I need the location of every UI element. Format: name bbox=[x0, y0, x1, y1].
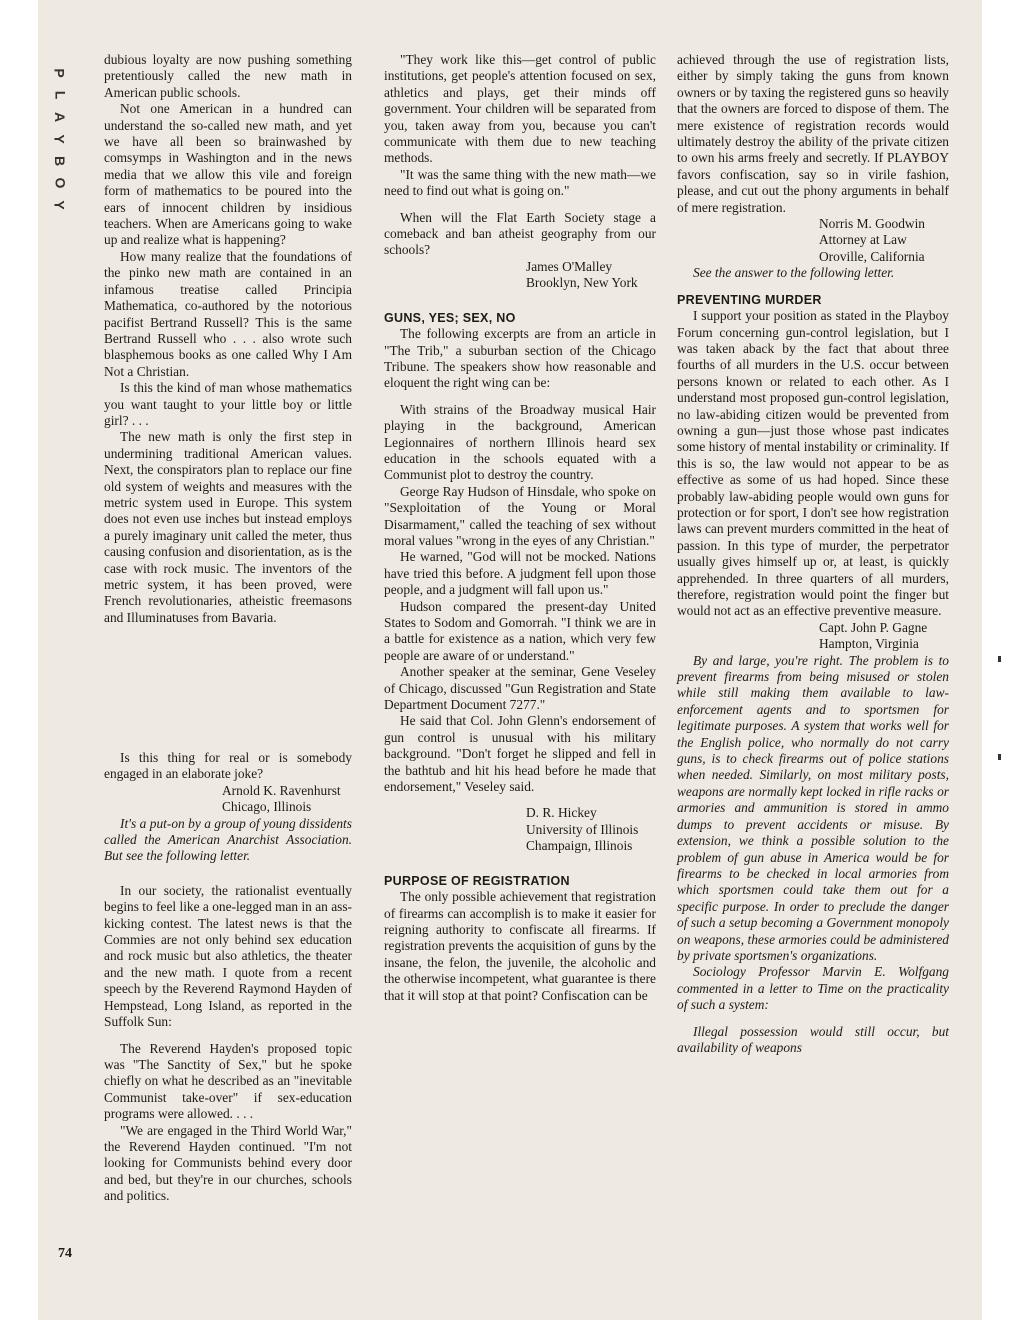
signature-name: Arnold K. Ravenhurst bbox=[222, 782, 341, 798]
paragraph: The following excerpts are from an article in "The Trib," a suburban section of the Chicago Tribune. The speakers show how reasonable and eloquent the right wing can be: bbox=[384, 326, 656, 391]
section-heading: GUNS, YES; SEX, NO bbox=[384, 310, 516, 325]
quote-paragraph: He said that Col. John Glenn's endorsement of gun control is unusual with his military background. "Don't forget he slipped and fell in the bathtub and hit his head before he made that endorsement," Veseley said. bbox=[384, 713, 656, 795]
quote-paragraph: With strains of the Broadway musical Hair playing in the background, American Legionnaires of northern Illinois heard sex education in the schools equated with a Communist plot to destroy the country. bbox=[384, 401, 656, 483]
signature-place: University of Illinois bbox=[526, 821, 639, 837]
masthead-letter: L bbox=[52, 90, 68, 100]
signature-name: Capt. John P. Gagne bbox=[819, 619, 928, 635]
quote-paragraph: Hudson compared the present-day United States to Sodom and Gomorrah. "I think we are in a battle for existence as a nation, which very few people are aware of or understand." bbox=[384, 598, 656, 663]
signature-place: Oroville, California bbox=[819, 248, 925, 264]
masthead-letter: A bbox=[52, 111, 68, 123]
editor-reply: Sociology Professor Marvin E. Wolfgang commented in a letter to Time on the practicality of such a system: bbox=[677, 964, 949, 1013]
editor-reply: See the answer to the following letter. bbox=[693, 265, 895, 281]
masthead-letter: B bbox=[52, 155, 68, 167]
signature-place: Champaign, Illinois bbox=[526, 838, 633, 854]
editor-reply: It's a put-on by a group of young dissidents called the American Anarchist Association. But see the following letter. bbox=[104, 815, 352, 864]
paragraph: How many realize that the foundations of the pinko new math are contained in an infamous treatise called Principia Mathematica, co-authored by the notorious pacifist Bertrand Russell? This is the same Bertrand Russell who . . . also wrote such blasphemous books as one called Why I Am Not a Christian. bbox=[104, 248, 352, 379]
paragraph: Not one American in a hundred can understand the so-called new math, and yet we have all been so brainwashed by comsymps in Washington and in the news media that we allow this vile and foreign form of mathematics to be poured into the ears of innocent children by insidious teachers. When are Americans going to wake up and realize what is happening? bbox=[104, 101, 352, 248]
signature-name: D. R. Hickey bbox=[526, 805, 597, 821]
quote-paragraph: He warned, "God will not be mocked. Nations have tried this before. A judgment fell upon those people, and a judgment will fall upon us." bbox=[384, 549, 656, 598]
section-heading: PREVENTING MURDER bbox=[677, 292, 822, 307]
page-number: 74 bbox=[58, 1246, 72, 1261]
quote-paragraph: "It was the same thing with the new math—we need to find out what is going on." bbox=[384, 166, 656, 199]
section-heading: PURPOSE OF REGISTRATION bbox=[384, 873, 570, 888]
quote-paragraph: Another speaker at the seminar, Gene Veseley of Chicago, discussed "Gun Registration and State Department Document 7277." bbox=[384, 664, 656, 713]
paragraph: The new math is only the first step in undermining traditional American values. Next, the conspirators plan to replace our fine old system of weights and measures with the metric system used in Europe. This system does not even use inches but instead employs a purely imaginary unit called the meter, thus causing confusion and disorientation, as is the case with rock music. The inventors of the metric system, it has been proved, were French revolutionaries, atheistic freemasons and Illuminatuses from Bavaria. bbox=[104, 429, 352, 625]
editor-reply: By and large, you're right. The problem is to prevent firearms from being misused or stolen while still making them available to law-enforcement agents and to sportsmen for legitimate purposes. A system that works well for the English police, who normally do not carry guns, is to check firearms out of police stations when needed. Similarly, on most military posts, weapons are normally kept locked in rifle racks or armories and ammunition is stored in ammo dumps to prevent accidents or misuse. By extension, we think a possible solution to the problem of gun abuse in America would be for firearms to be checked in local armories from which sportsmen could take them out for a specific purpose. In order to preclude the danger of such a setup becoming a Government monopoly on weapons, these armories could be administered by private sportsmen's organizations. bbox=[677, 652, 949, 963]
paragraph: achieved through the use of registration lists, either by simply taking the guns from known owners or by taxing the registered guns so heavily that the owners are forced to dispose of them. The mere existence of registration records would ultimately destroy the ability of the private citizen to own his arms freely and secretly. If PLAYBOY favors confiscation, say so in virile fashion, please, and cut out the phony arguments in behalf of mere registration. bbox=[677, 52, 949, 215]
margin-mark bbox=[998, 656, 1001, 662]
paragraph: The only possible achievement that registration of firearms can accomplish is to make it easier for reigning authority to confiscate all firearms. If registration prevents the acquisition of guns by the insane, the felon, the juvenile, the alcoholic and the otherwise incompetent, what guarantee is there that it will stop at that point? Confiscation can be bbox=[384, 889, 656, 1003]
masthead-letter: Y bbox=[52, 200, 68, 210]
quote-paragraph: "We are engaged in the Third World War," the Reverend Hayden continued. "I'm not looking for Communists behind every door and bed, but they're in our churches, schools and politics. bbox=[104, 1122, 352, 1204]
paragraph: Is this thing for real or is somebody engaged in an elaborate joke? bbox=[104, 750, 352, 782]
column-1 bbox=[104, 52, 352, 626]
quote-paragraph: The Reverend Hayden's proposed topic was "The Sanctity of Sex," but he spoke chiefly on what he described as an "inevitable Communist take-over" if sex-education programs were allowed. . . . bbox=[104, 1040, 352, 1122]
quote-paragraph: Illegal possession would still occur, but availability of weapons bbox=[677, 1023, 949, 1055]
column-3 bbox=[677, 52, 949, 1056]
signature-place: Chicago, Illinois bbox=[222, 799, 312, 815]
quote-paragraph: "They work like this—get control of public institutions, get people's attention focused on sex, athletics and plays, get their minds off government. Your children will be separated from you, taken away from you, because you can't communicate with them due to new teaching methods. bbox=[384, 52, 656, 166]
column-2 bbox=[384, 52, 656, 1004]
paragraph: When will the Flat Earth Society stage a comeback and ban atheist geography from our schools? bbox=[384, 209, 656, 258]
margin-mark bbox=[998, 754, 1001, 760]
signature-place: Brooklyn, New York bbox=[526, 275, 638, 291]
paragraph: I support your position as stated in the Playboy Forum concerning gun-control legislation, but I was taken aback by the fact that about three fourths of all murders in the U.S. occur between persons known or related to each other. As I understand most proposed gun-control legislation, no law-abiding citizen would be prevented from owning a gun—just those whose past indicates some history of mental instability or criminality. If this is so, the law would not appear to be as effective as some of us had hoped. Since these probably law-abiding people would own guns for protection or for sport, I don't see how registration laws can prevent murders committed in the heat of passion. In this type of murder, the perpetrator usually gives himself up or, at least, is quickly apprehended. In three quarters of all murders, therefore, registration would point the finger but would not act as an effective preventive measure. bbox=[677, 308, 949, 619]
masthead-letter: P bbox=[52, 68, 68, 78]
paragraph: In our society, the rationalist eventually begins to feel like a one-legged man in an ass-kicking contest. The latest news is that the Commies are not only behind sex education and rock music but also athletics, the theater and the new math. I quote from a recent speech by the Reverend Raymond Hayden of Hempstead, Long Island, as reported in the Suffolk Sun: bbox=[104, 882, 353, 1030]
column-1-lower bbox=[104, 750, 352, 1205]
signature-name: Norris M. Goodwin bbox=[819, 216, 926, 232]
paragraph: dubious loyalty are now pushing something pretentiously called the new math in American public schools. bbox=[104, 52, 352, 100]
masthead-vertical bbox=[48, 62, 72, 216]
quote-paragraph: George Ray Hudson of Hinsdale, who spoke on "Sexploitation of the Young or Moral Disarmament," called the teaching of sex without moral values "wrong in the eyes of any Christian." bbox=[384, 483, 656, 548]
masthead-letter: O bbox=[51, 177, 68, 189]
masthead-letter: Y bbox=[52, 134, 68, 144]
signature-title: Attorney at Law bbox=[819, 232, 907, 248]
signature-name: James O'Malley bbox=[526, 258, 613, 274]
paragraph: Is this the kind of man whose mathematics you want taught to your little boy or little girl? . . . bbox=[104, 380, 352, 428]
signature-place: Hampton, Virginia bbox=[819, 636, 919, 652]
